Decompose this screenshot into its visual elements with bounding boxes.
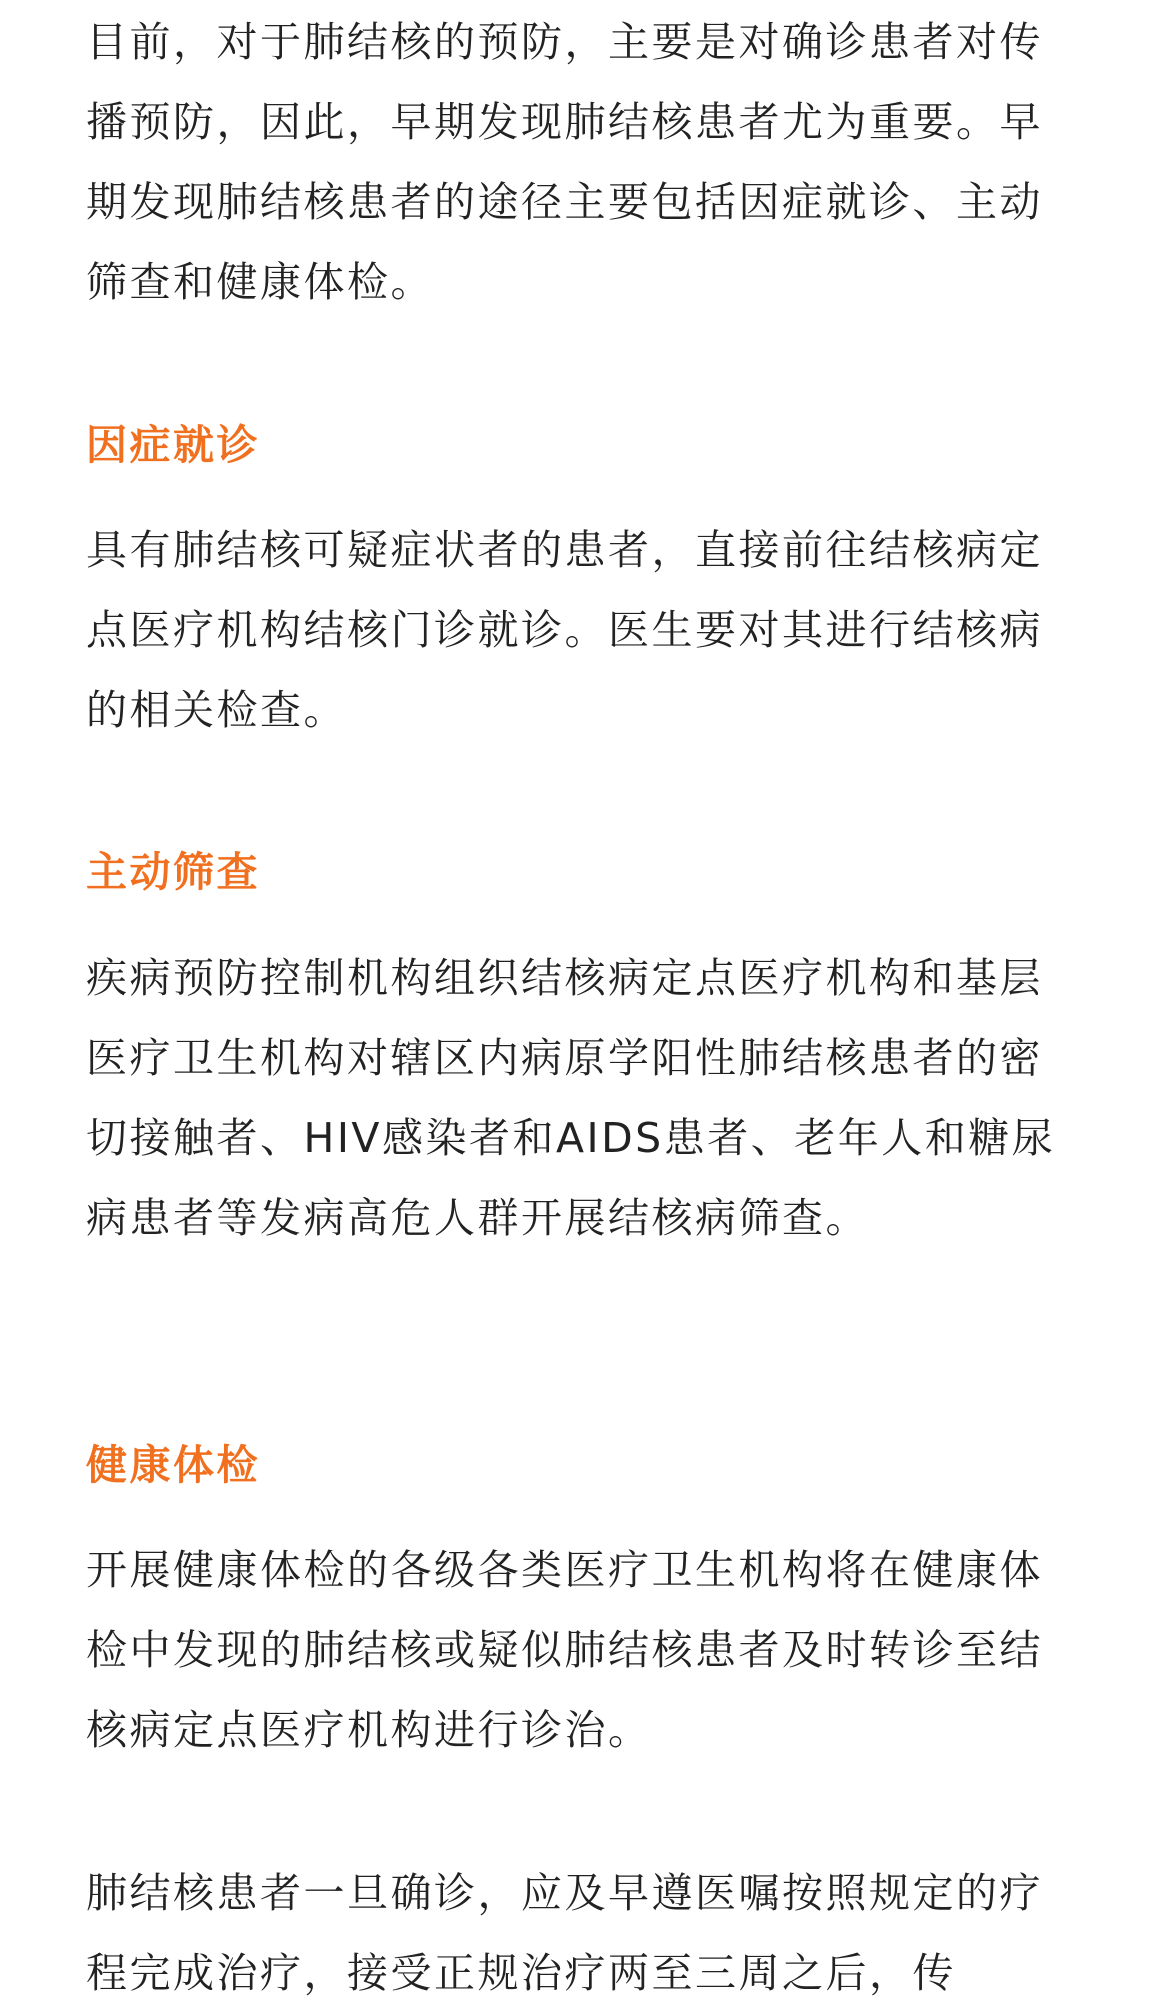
section-heading-active-screening: 主动筛查 xyxy=(86,848,260,896)
section-heading-clinic-visit: 因症就诊 xyxy=(86,421,260,469)
section-heading-health-checkup: 健康体检 xyxy=(86,1441,260,1489)
intro-paragraph: 目前，对于肺结核的预防，主要是对确诊患者对传播预防，因此，早期发现肺结核患者尤为重要。早期发现肺结核患者的途径主要包括因症就诊、主动筛查和健康体检。 xyxy=(86,18,1043,306)
section-paragraph-active-screening: 疾病预防控制机构组织结核病定点医疗机构和基层医疗卫生机构对辖区内病原学阳性肺结核患者的密切接触者、HIV感染者和AIDS患者、老年人和糖尿病患者等发病高危人群开展结核病筛查。 xyxy=(86,954,1056,1242)
closing-paragraph: 肺结核患者一旦确诊，应及早遵医嘱按照规定的疗程完成治疗，接受正规治疗两至三周之后，传 xyxy=(86,1869,1043,1997)
section-paragraph-clinic-visit: 具有肺结核可疑症状者的患者，直接前往结核病定点医疗机构结核门诊就诊。医生要对其进行结核病的相关检查。 xyxy=(86,526,1043,734)
section-paragraph-health-checkup: 开展健康体检的各级各类医疗卫生机构将在健康体检中发现的肺结核或疑似肺结核患者及时转诊至结核病定点医疗机构进行诊治。 xyxy=(86,1546,1043,1754)
